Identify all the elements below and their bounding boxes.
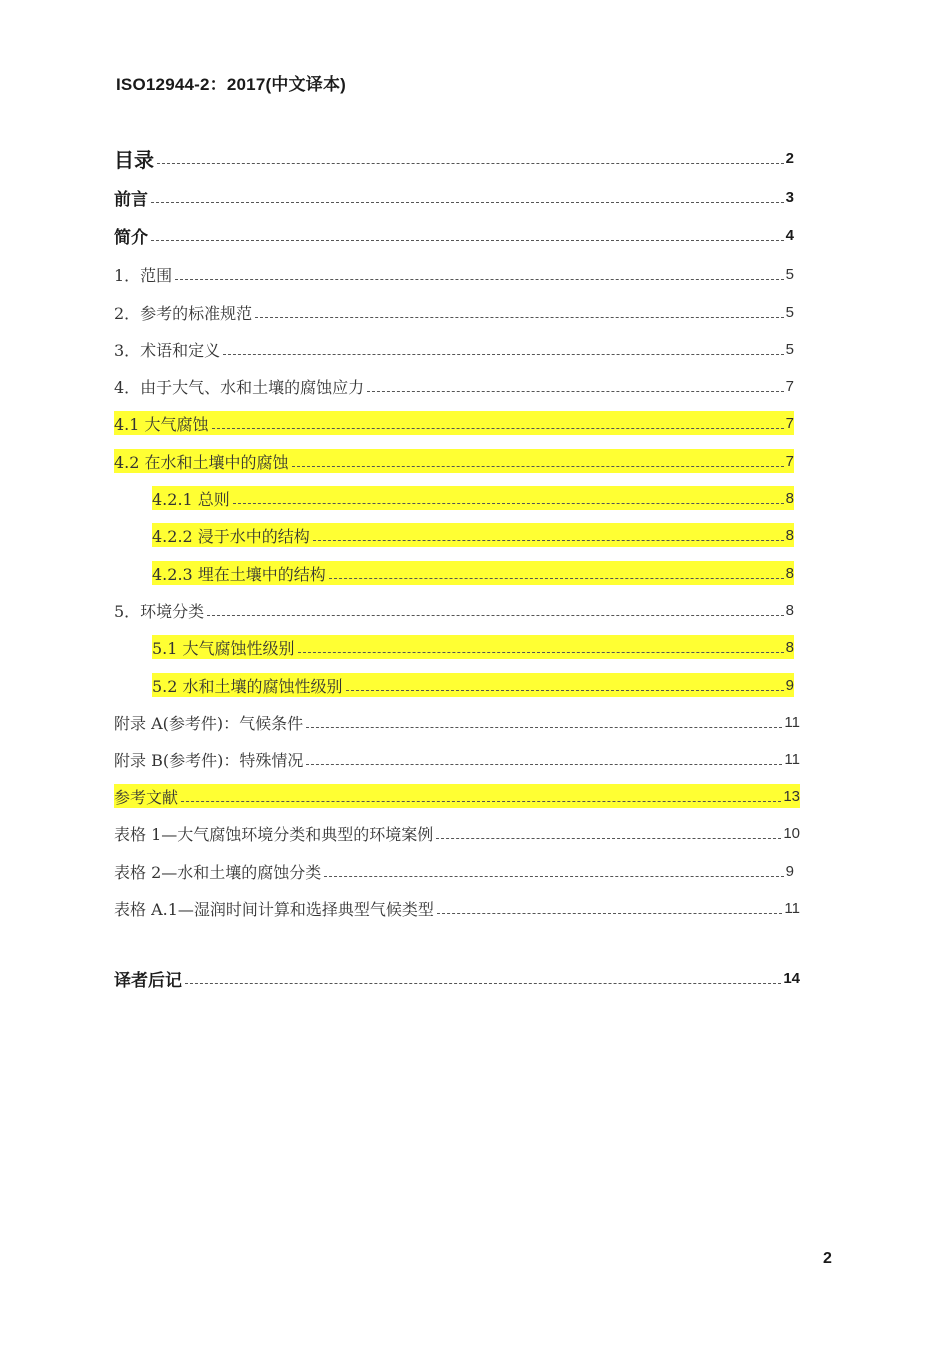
dot-leader bbox=[306, 764, 782, 765]
dot-leader bbox=[306, 727, 782, 728]
dot-leader bbox=[367, 391, 783, 392]
toc-entry[interactable] bbox=[114, 223, 794, 247]
dot-leader bbox=[313, 540, 784, 541]
toc-entry-page: 8 bbox=[785, 601, 794, 619]
dot-leader bbox=[292, 466, 784, 467]
toc-entry-label: 2．参考的标准规范 bbox=[114, 303, 253, 323]
toc-entry-label: 表格 2—水和土壤的腐蚀分类 bbox=[114, 862, 322, 882]
dot-leader bbox=[151, 240, 784, 241]
toc-entry-page: 8 bbox=[785, 638, 794, 656]
dot-leader bbox=[324, 876, 783, 877]
dot-leader bbox=[212, 428, 784, 429]
toc-entry-label: 表格 1—大气腐蚀环境分类和典型的环境案例 bbox=[114, 824, 434, 844]
dot-leader bbox=[437, 913, 783, 914]
toc-entry[interactable] bbox=[114, 859, 794, 883]
toc-entry-label: 简介 bbox=[114, 227, 148, 248]
toc-entry-page: 14 bbox=[783, 969, 800, 987]
toc-entry[interactable] bbox=[152, 635, 794, 659]
dot-leader bbox=[175, 279, 783, 280]
toc-entry-page: 7 bbox=[785, 452, 794, 470]
toc-entry-page: 11 bbox=[784, 750, 800, 768]
toc-entry[interactable] bbox=[114, 337, 794, 361]
toc-entry-label: 前言 bbox=[114, 189, 148, 210]
toc-entry-page: 13 bbox=[783, 787, 800, 805]
toc-entry[interactable] bbox=[114, 185, 794, 209]
toc-entry-label: 4.2.1 总则 bbox=[152, 489, 230, 509]
dot-leader bbox=[181, 801, 781, 802]
toc-entry[interactable] bbox=[114, 262, 794, 286]
toc-entry-label: 5．环境分类 bbox=[114, 601, 205, 621]
toc-entry[interactable] bbox=[114, 374, 794, 398]
dot-leader bbox=[207, 615, 783, 616]
toc-entry[interactable] bbox=[114, 710, 800, 734]
toc-entry-page: 3 bbox=[785, 188, 794, 206]
toc-entry-label: 5.2 水和土壤的腐蚀性级别 bbox=[152, 676, 343, 696]
toc-entry-label: 目录 bbox=[114, 147, 154, 172]
toc-entry[interactable] bbox=[152, 523, 794, 547]
toc-entry-page: 2 bbox=[785, 149, 794, 167]
toc-entry[interactable] bbox=[152, 673, 794, 697]
toc-entry[interactable] bbox=[152, 561, 794, 585]
toc-entry-label: 4.2 在水和土壤中的腐蚀 bbox=[114, 452, 289, 472]
dot-leader bbox=[185, 983, 781, 984]
toc-entry[interactable] bbox=[114, 146, 794, 170]
toc-entry[interactable] bbox=[114, 449, 794, 473]
toc-entry-page: 10 bbox=[783, 824, 800, 842]
page-number: 2 bbox=[823, 1250, 832, 1267]
toc-entry[interactable] bbox=[114, 747, 800, 771]
toc-entry-label: 3．术语和定义 bbox=[114, 340, 221, 360]
toc-entry[interactable] bbox=[114, 411, 794, 435]
dot-leader bbox=[436, 838, 781, 839]
toc-entry-page: 4 bbox=[785, 226, 794, 244]
dot-leader bbox=[255, 317, 783, 318]
toc-entry[interactable] bbox=[114, 598, 794, 622]
toc-entry-page: 11 bbox=[784, 899, 800, 917]
toc-entry-page: 7 bbox=[785, 377, 794, 395]
toc-entry-label: 5.1 大气腐蚀性级别 bbox=[152, 638, 295, 658]
dot-leader bbox=[233, 503, 784, 504]
toc-entry-page: 5 bbox=[785, 340, 794, 358]
toc-entry-label: 1．范围 bbox=[114, 265, 173, 285]
toc-entry-label: 4.1 大气腐蚀 bbox=[114, 414, 209, 434]
toc-entry-page: 5 bbox=[785, 265, 794, 283]
toc-entry-label: 4.2.3 埋在土壤中的结构 bbox=[152, 564, 326, 584]
dot-leader bbox=[151, 202, 784, 203]
toc-entry-label: 附录 A(参考件)：气候条件 bbox=[114, 713, 304, 733]
toc-entry-page: 5 bbox=[785, 303, 794, 321]
toc-entry[interactable] bbox=[114, 784, 800, 808]
toc-entry-label: 译者后记 bbox=[114, 970, 182, 991]
toc-entry-label: 参考文献 bbox=[114, 787, 179, 807]
dot-leader bbox=[298, 652, 784, 653]
dot-leader bbox=[329, 578, 784, 579]
toc-entry[interactable] bbox=[114, 966, 800, 990]
dot-leader bbox=[346, 690, 784, 691]
toc-entry-page: 8 bbox=[785, 564, 794, 582]
toc-entry-page: 8 bbox=[785, 526, 794, 544]
toc-entry-page: 11 bbox=[784, 713, 800, 731]
toc-entry-page: 9 bbox=[785, 676, 794, 694]
toc-entry-page: 7 bbox=[785, 414, 794, 432]
toc-entry-label: 附录 B(参考件)：特殊情况 bbox=[114, 750, 304, 770]
toc-entry[interactable] bbox=[114, 821, 800, 845]
toc-entry-label: 4．由于大气、水和土壤的腐蚀应力 bbox=[114, 377, 365, 397]
document-header: ISO12944-2：2017(中文译本) bbox=[116, 75, 347, 94]
toc-entry[interactable] bbox=[152, 486, 794, 510]
toc-entry-page: 9 bbox=[785, 862, 794, 880]
toc-entry-label: 4.2.2 浸于水中的结构 bbox=[152, 526, 310, 546]
toc-entry[interactable] bbox=[114, 300, 794, 324]
toc-entry[interactable] bbox=[114, 896, 800, 920]
toc-entry-label: 表格 A.1—湿润时间计算和选择典型气候类型 bbox=[114, 899, 434, 919]
dot-leader bbox=[157, 163, 784, 164]
dot-leader bbox=[223, 354, 783, 355]
toc-entry-page: 8 bbox=[785, 489, 794, 507]
